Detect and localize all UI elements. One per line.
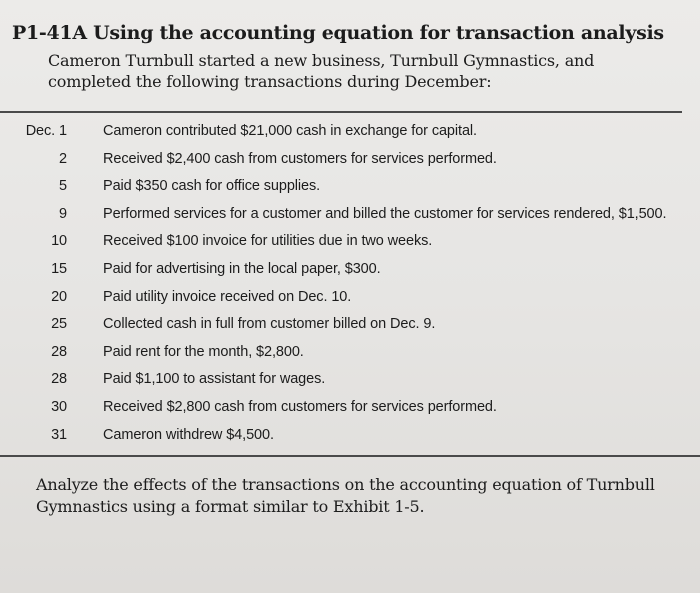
transaction-date: 15 <box>51 260 67 277</box>
transaction-row <box>0 229 700 257</box>
problem-intro: Cameron Turnbull started a new business, Turnbull Gymnastics, and completed the following transactions during December: <box>48 51 595 91</box>
transaction-row <box>0 257 700 285</box>
transaction-row <box>0 147 700 175</box>
transaction-date: 10 <box>51 233 67 250</box>
transaction-description: Collected cash in full from customer billed on Dec. 9. <box>103 316 436 333</box>
bottom-divider <box>0 455 700 457</box>
transaction-list <box>0 119 700 450</box>
transaction-description: Paid utility invoice received on Dec. 10. <box>103 288 352 305</box>
transaction-row <box>0 312 700 340</box>
transaction-description: Received $2,800 cash from customers for services performed. <box>103 398 497 415</box>
transaction-date: 2 <box>59 150 67 167</box>
transaction-row <box>0 395 700 423</box>
top-divider <box>0 111 682 113</box>
transaction-row <box>0 174 700 202</box>
transaction-description: Paid $1,100 to assistant for wages. <box>103 371 326 388</box>
transaction-row <box>0 119 700 147</box>
transaction-date: 9 <box>59 205 67 222</box>
transaction-date: 28 <box>51 343 67 360</box>
instruction-text: Analyze the effects of the transactions on the accounting equation of Turnbull Gymnastics using a format similar to Exhibit 1-5. <box>36 475 655 516</box>
transaction-description: Cameron contributed $21,000 cash in exchange for capital. <box>103 123 477 139</box>
transaction-date: 5 <box>59 178 67 195</box>
transaction-date: 20 <box>51 288 67 305</box>
transaction-description: Received $2,400 cash from customers for services performed. <box>103 150 497 167</box>
transaction-date: Dec. 1 <box>25 123 67 139</box>
transaction-description: Received $100 invoice for utilities due in two weeks. <box>103 233 433 250</box>
transaction-description: Paid rent for the month, $2,800. <box>103 343 304 360</box>
transaction-row <box>0 367 700 395</box>
transaction-description: Paid for advertising in the local paper, $300. <box>103 260 381 277</box>
transaction-date: 31 <box>51 426 67 443</box>
transaction-row <box>0 340 700 368</box>
transaction-date: 30 <box>51 398 67 415</box>
transaction-date: 28 <box>51 371 67 388</box>
transaction-row <box>0 285 700 313</box>
problem-heading: P1-41A Using the accounting equation for transaction analysis <box>12 22 664 44</box>
transaction-description: Performed services for a customer and billed the customer for services rendered, $1,500. <box>103 205 667 222</box>
transaction-row <box>0 423 700 451</box>
transaction-description: Paid $350 cash for office supplies. <box>103 178 321 195</box>
transaction-row <box>0 202 700 230</box>
transaction-date: 25 <box>51 316 67 333</box>
transaction-description: Cameron withdrew $4,500. <box>103 426 274 443</box>
